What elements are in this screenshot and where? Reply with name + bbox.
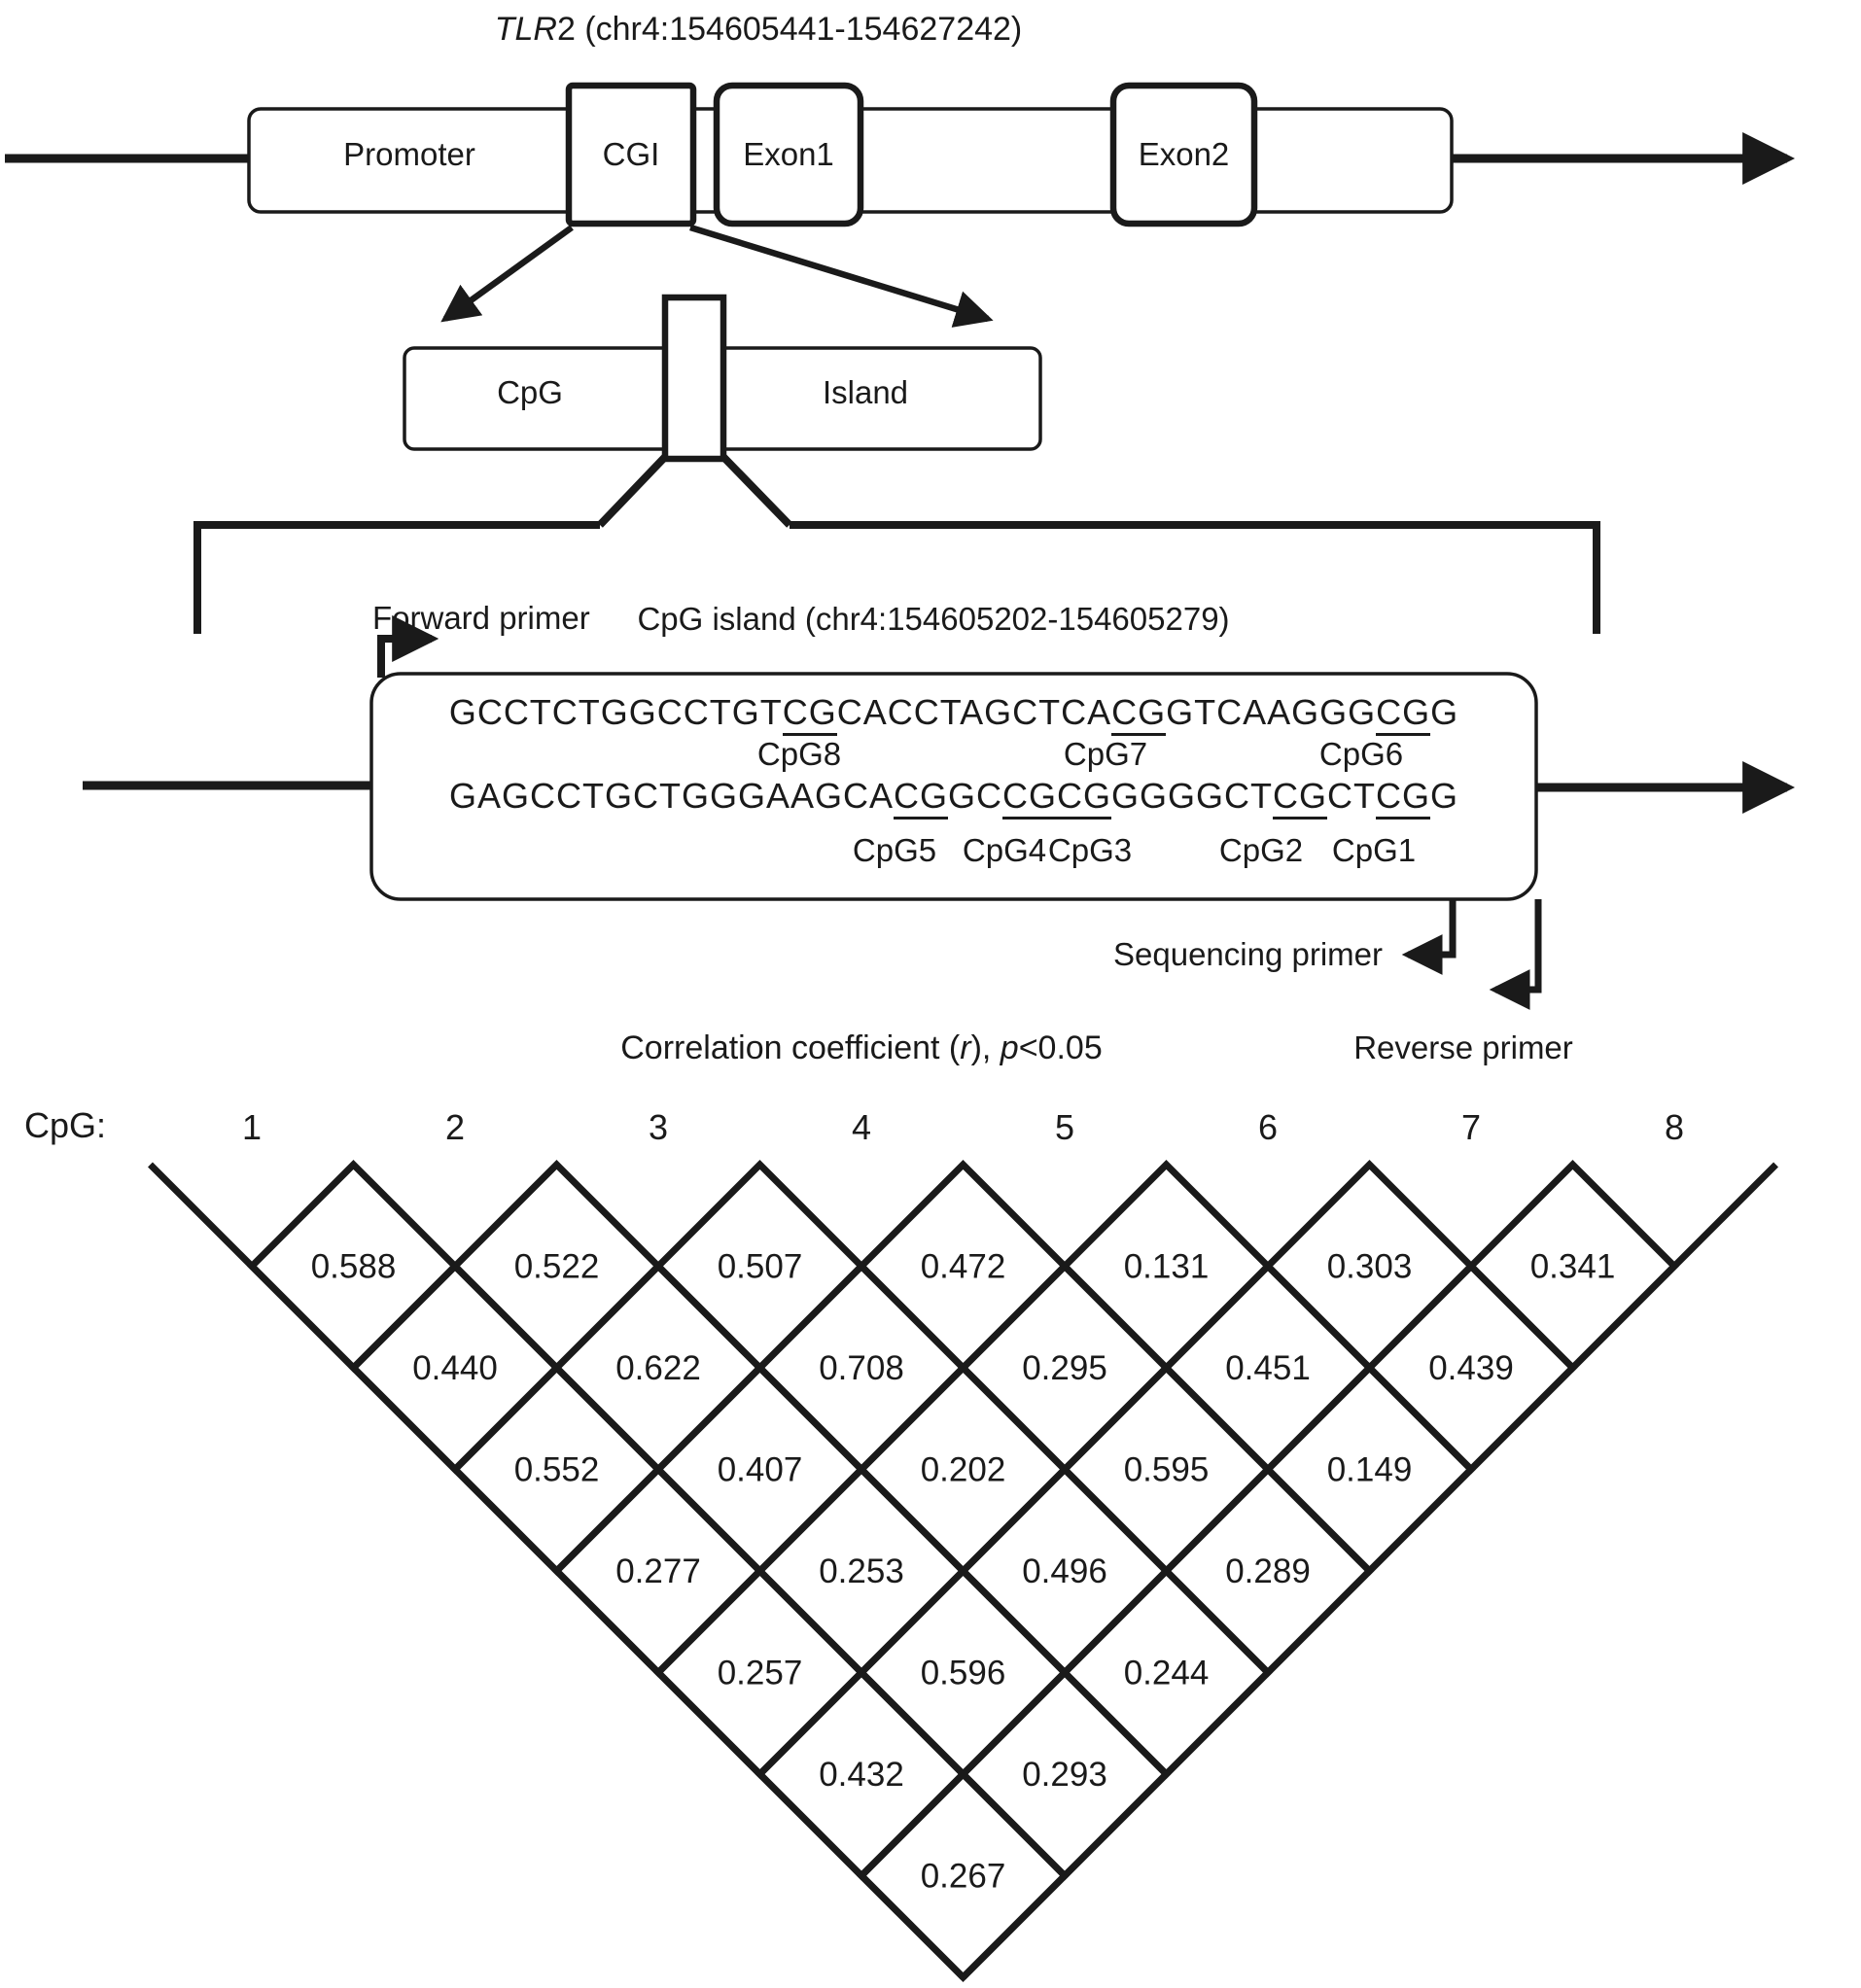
cpg-site-label: CpG1	[1331, 832, 1417, 868]
cpg-dinucleotide: CG	[1002, 776, 1057, 820]
correlation-value: 0.293	[1022, 1756, 1107, 1794]
correlation-value: 0.622	[615, 1349, 701, 1387]
correlation-value: 0.407	[717, 1450, 803, 1489]
correlation-value: 0.253	[819, 1552, 904, 1590]
correlation-title-mid: ),	[970, 1029, 1001, 1066]
zoom-arrow-right	[690, 227, 988, 319]
correlation-value: 0.588	[310, 1247, 397, 1286]
cpg-locus-number: 1	[241, 1107, 263, 1147]
cpg-site-label: CpG4	[962, 832, 1047, 868]
cpg-site-label: CpG7	[1063, 736, 1148, 772]
correlation-value: 0.522	[513, 1247, 600, 1286]
cpg-dinucleotide: CG	[1273, 776, 1327, 820]
reverse-primer-label: Reverse primer	[1353, 1029, 1573, 1065]
island-island-label: Island	[822, 374, 909, 410]
cpg-locus-number: 7	[1460, 1107, 1482, 1147]
sequencing-primer-label: Sequencing primer	[1113, 936, 1383, 972]
island-cpg-label: CpG	[497, 374, 563, 410]
forward-primer-label: Forward primer	[372, 600, 590, 636]
cpg-locus-number: 2	[444, 1107, 466, 1147]
correlation-value: 0.507	[717, 1247, 803, 1286]
correlation-value: 0.295	[1022, 1349, 1107, 1387]
sequence-segment: GGGGCT	[1111, 776, 1274, 816]
sequence-line-2	[371, 777, 1536, 816]
cpg-locus-number: 3	[648, 1107, 669, 1147]
correlation-value: 0.277	[615, 1552, 701, 1590]
figure-title	[369, 8, 1147, 51]
cpg-labels-row-2	[0, 831, 1861, 874]
correlation-value: 0.341	[1529, 1247, 1616, 1286]
exon2-label: Exon2	[1138, 136, 1230, 172]
sequence-segment: G	[1430, 776, 1459, 816]
correlation-value: 0.496	[1022, 1552, 1107, 1590]
cgi-label: CGI	[602, 136, 660, 172]
cpg-dinucleotide: CG	[1376, 692, 1430, 736]
correlation-title-p: p	[1000, 1029, 1019, 1066]
correlation-value: 0.149	[1326, 1450, 1413, 1489]
correlation-value: 0.303	[1326, 1247, 1413, 1286]
correlation-value: 0.257	[717, 1654, 803, 1692]
correlation-value: 0.439	[1428, 1349, 1514, 1387]
correlation-value: 0.596	[920, 1654, 1006, 1692]
gene-locus-text: 2 (chr4:154605441-154627242)	[556, 11, 1023, 48]
cpg-dinucleotide: CG	[783, 692, 837, 736]
sequence-segment: GCCTCTGGCCTGT	[448, 692, 783, 732]
reverse-primer-arrow	[1495, 899, 1538, 990]
sequence-segment: G	[1430, 692, 1459, 732]
sequencing-primer-arrow	[1408, 899, 1453, 955]
cpg-island-caption: CpG island (chr4:154605202-154605279)	[637, 601, 1230, 637]
cpg-site-label: CpG2	[1218, 832, 1304, 868]
correlation-value: 0.552	[513, 1450, 600, 1489]
sequence-segment: CACCTAGCTCA	[836, 692, 1112, 732]
cpg-site-label: CpG5	[852, 832, 937, 868]
correlation-value: 0.202	[920, 1450, 1006, 1489]
cpg-dinucleotide: CG	[1376, 776, 1430, 820]
cpg-locus-number: 4	[851, 1107, 872, 1147]
island-connector-box	[665, 297, 723, 459]
cpg-dinucleotide: CG	[894, 776, 948, 820]
correlation-value: 0.595	[1123, 1450, 1210, 1489]
correlation-value: 0.451	[1225, 1349, 1311, 1387]
sequence-segment: GAGCCTGCTGGGAAGCA	[448, 776, 895, 816]
sequence-line-1	[371, 693, 1536, 732]
correlation-title-pre: Correlation coefficient (	[620, 1029, 961, 1066]
cpg-site-label: CpG3	[1047, 832, 1133, 868]
cpg-locus-number: 6	[1257, 1107, 1279, 1147]
cpg-dinucleotide: CG	[1057, 776, 1111, 820]
sequence-segment: CT	[1327, 776, 1377, 816]
sequence-segment: GTCAAGGG	[1166, 692, 1377, 732]
sequence-segment: GC	[948, 776, 1003, 816]
correlation-value: 0.472	[920, 1247, 1006, 1286]
correlation-lattice	[151, 1107, 1776, 1977]
correlation-title-post: <0.05	[1018, 1029, 1103, 1066]
forward-primer-arrow	[381, 639, 432, 678]
cpg-site-label: CpG8	[756, 736, 842, 772]
correlation-value: 0.131	[1123, 1247, 1210, 1286]
cpg-locus-number: 5	[1054, 1107, 1075, 1147]
funnel-left-line	[600, 457, 665, 525]
zoom-arrow-left	[445, 227, 572, 319]
cpg-dinucleotide: CG	[1111, 692, 1166, 736]
cpg-row-label: CpG:	[24, 1105, 107, 1145]
correlation-title-r: r	[960, 1029, 971, 1066]
gene-symbol-italic: TLR	[494, 11, 557, 48]
cpg-labels-row-1	[0, 735, 1861, 778]
correlation-value: 0.267	[920, 1857, 1006, 1896]
correlation-value: 0.244	[1123, 1654, 1210, 1692]
correlation-value: 0.289	[1225, 1552, 1311, 1590]
funnel-right-line	[723, 457, 790, 525]
cpg-locus-number: 8	[1664, 1107, 1685, 1147]
promoter-label: Promoter	[343, 136, 475, 172]
cpg-site-label: CpG6	[1318, 736, 1404, 772]
correlation-value: 0.432	[819, 1756, 904, 1794]
correlation-value: 0.440	[412, 1349, 498, 1387]
correlation-value: 0.708	[819, 1349, 904, 1387]
exon1-label: Exon1	[743, 136, 834, 172]
correlation-title	[521, 1027, 1202, 1069]
